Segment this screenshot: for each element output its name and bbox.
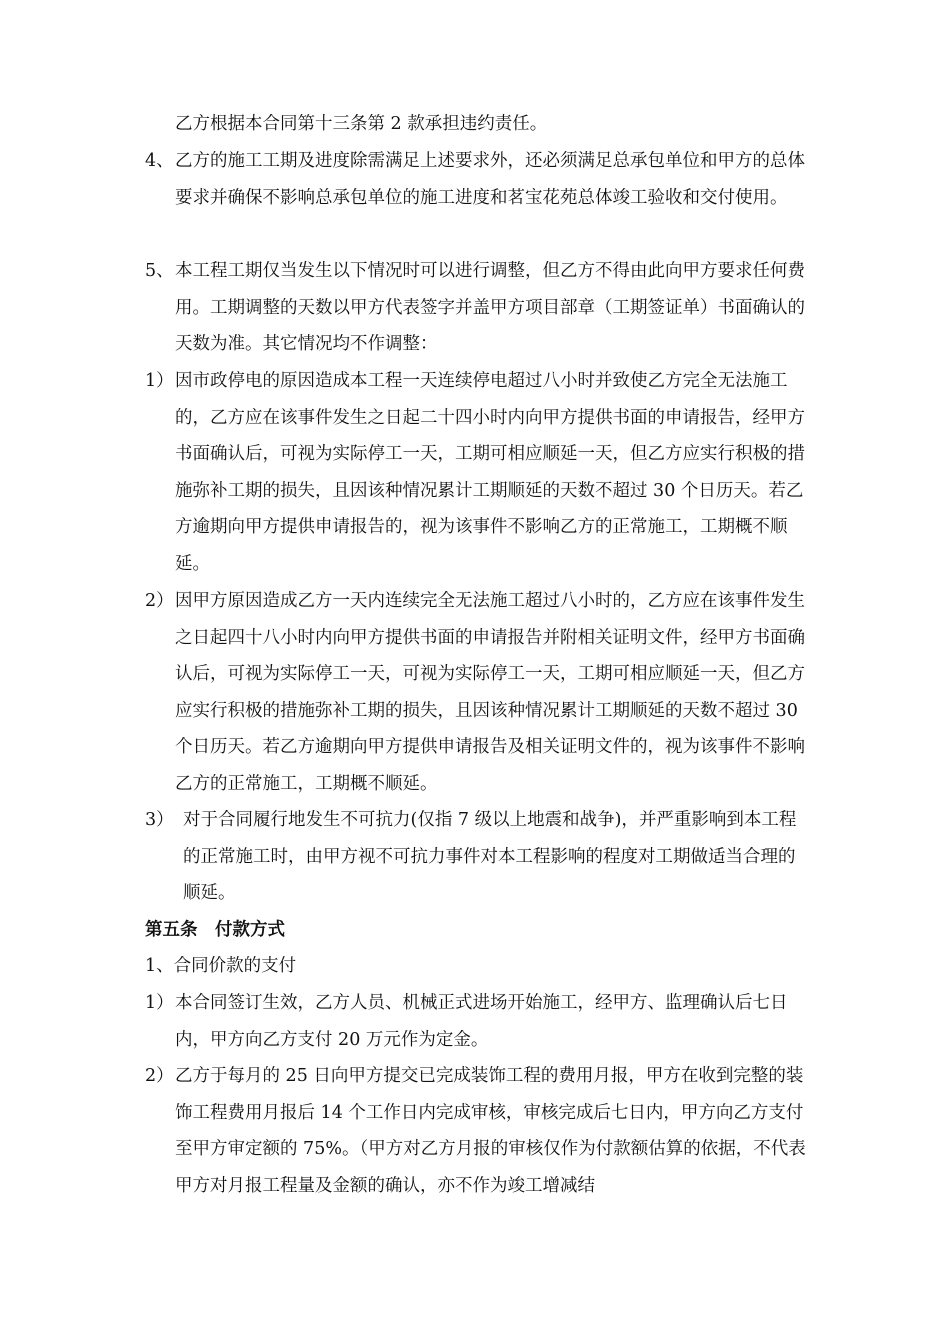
paragraph-continuation (145, 106, 810, 143)
paragraph-item-5 (145, 253, 810, 363)
item-number: 2） (145, 591, 174, 611)
subsection-heading (145, 948, 810, 985)
item-number: 3） (145, 810, 174, 830)
paragraph-text: 本合同签订生效，乙方人员、机械正式进场开始施工，经甲方、监理确认后七日内，甲方向乙方支付 20 万元作为定金。 (175, 993, 788, 1050)
paragraph-item-4 (145, 143, 810, 216)
item-number: 4、 (145, 151, 174, 171)
item-number: 5、 (145, 261, 174, 281)
paragraph-text: 因甲方原因造成乙方一天内连续完全无法施工超过八小时的，乙方应在该事件发生之日起四十八小时内向甲方提供书面的申请报告并附相关证明文件，经甲方书面确认后，可视为实际停工一天，可视为实际停工一天，工期可相应顺延一天，但乙方应实行积极的措施弥补工期的损失，且因该种情况累计工期顺延的天数不超过 30 个日历天。若乙方逾期向甲方提供申请报告及相关证明文件的，视为该事件不影响乙方的正常施工，工期概不顺延。 (175, 591, 805, 794)
paragraph-text: 1、合同价款的支付 (145, 956, 297, 976)
paragraph-subitem-2 (145, 583, 810, 803)
paragraph-payment-2 (145, 1058, 810, 1204)
item-number: 1） (145, 371, 174, 391)
section-heading (145, 912, 810, 949)
paragraph-subitem-1 (145, 363, 810, 583)
item-number: 1） (145, 993, 174, 1013)
paragraph-text: 对于合同履行地发生不可抗力(仅指 7 级以上地震和战争)，并严重影响到本工程的正常施工时，由甲方视不可抗力事件对本工程影响的程度对工期做适当合理的顺延。 (183, 810, 797, 904)
paragraph-text: 因市政停电的原因造成本工程一天连续停电超过八小时并致使乙方完全无法施工的，乙方应在该事件发生之日起二十四小时内向甲方提供书面的申请报告，经甲方书面确认后，可视为实际停工一天，工期可相应顺延一天，但乙方应实行积极的措施弥补工期的损失，且因该种情况累计工期顺延的天数不超过 30 个日历天。若乙方逾期向甲方提供申请报告的，视为该事件不影响乙方的正常施工，工期概不顺延。 (175, 371, 805, 574)
paragraph-text: 乙方的施工工期及进度除需满足上述要求外，还必须满足总承包单位和甲方的总体要求并确保不影响总承包单位的施工进度和茗宝花苑总体竣工验收和交付使用。 (175, 151, 805, 208)
paragraph-subitem-3 (145, 802, 810, 912)
paragraph-text: 本工程工期仅当发生以下情况时可以进行调整，但乙方不得由此向甲方要求任何费用。工期调整的天数以甲方代表签字并盖甲方项目部章（工期签证单）书面确认的天数为准。其它情况均不作调整： (175, 261, 805, 355)
paragraph-text: 乙方根据本合同第十三条第 2 款承担违约责任。 (175, 114, 548, 134)
paragraph-text: 乙方于每月的 25 日向甲方提交已完成装饰工程的费用月报，甲方在收到完整的装饰工程费用月报后 14 个工作日内完成审核，审核完成后七日内，甲方向乙方支付至甲方审定额的 75%。（甲方对乙方月报的审核仅作为付款额估算的依据，不代表甲方对月报工程量及金额的确认，亦不作为竣工增减结 (175, 1066, 806, 1196)
heading-text: 第五条 付款方式 (145, 920, 285, 940)
item-number: 2） (145, 1066, 174, 1086)
paragraph-payment-1 (145, 985, 810, 1058)
